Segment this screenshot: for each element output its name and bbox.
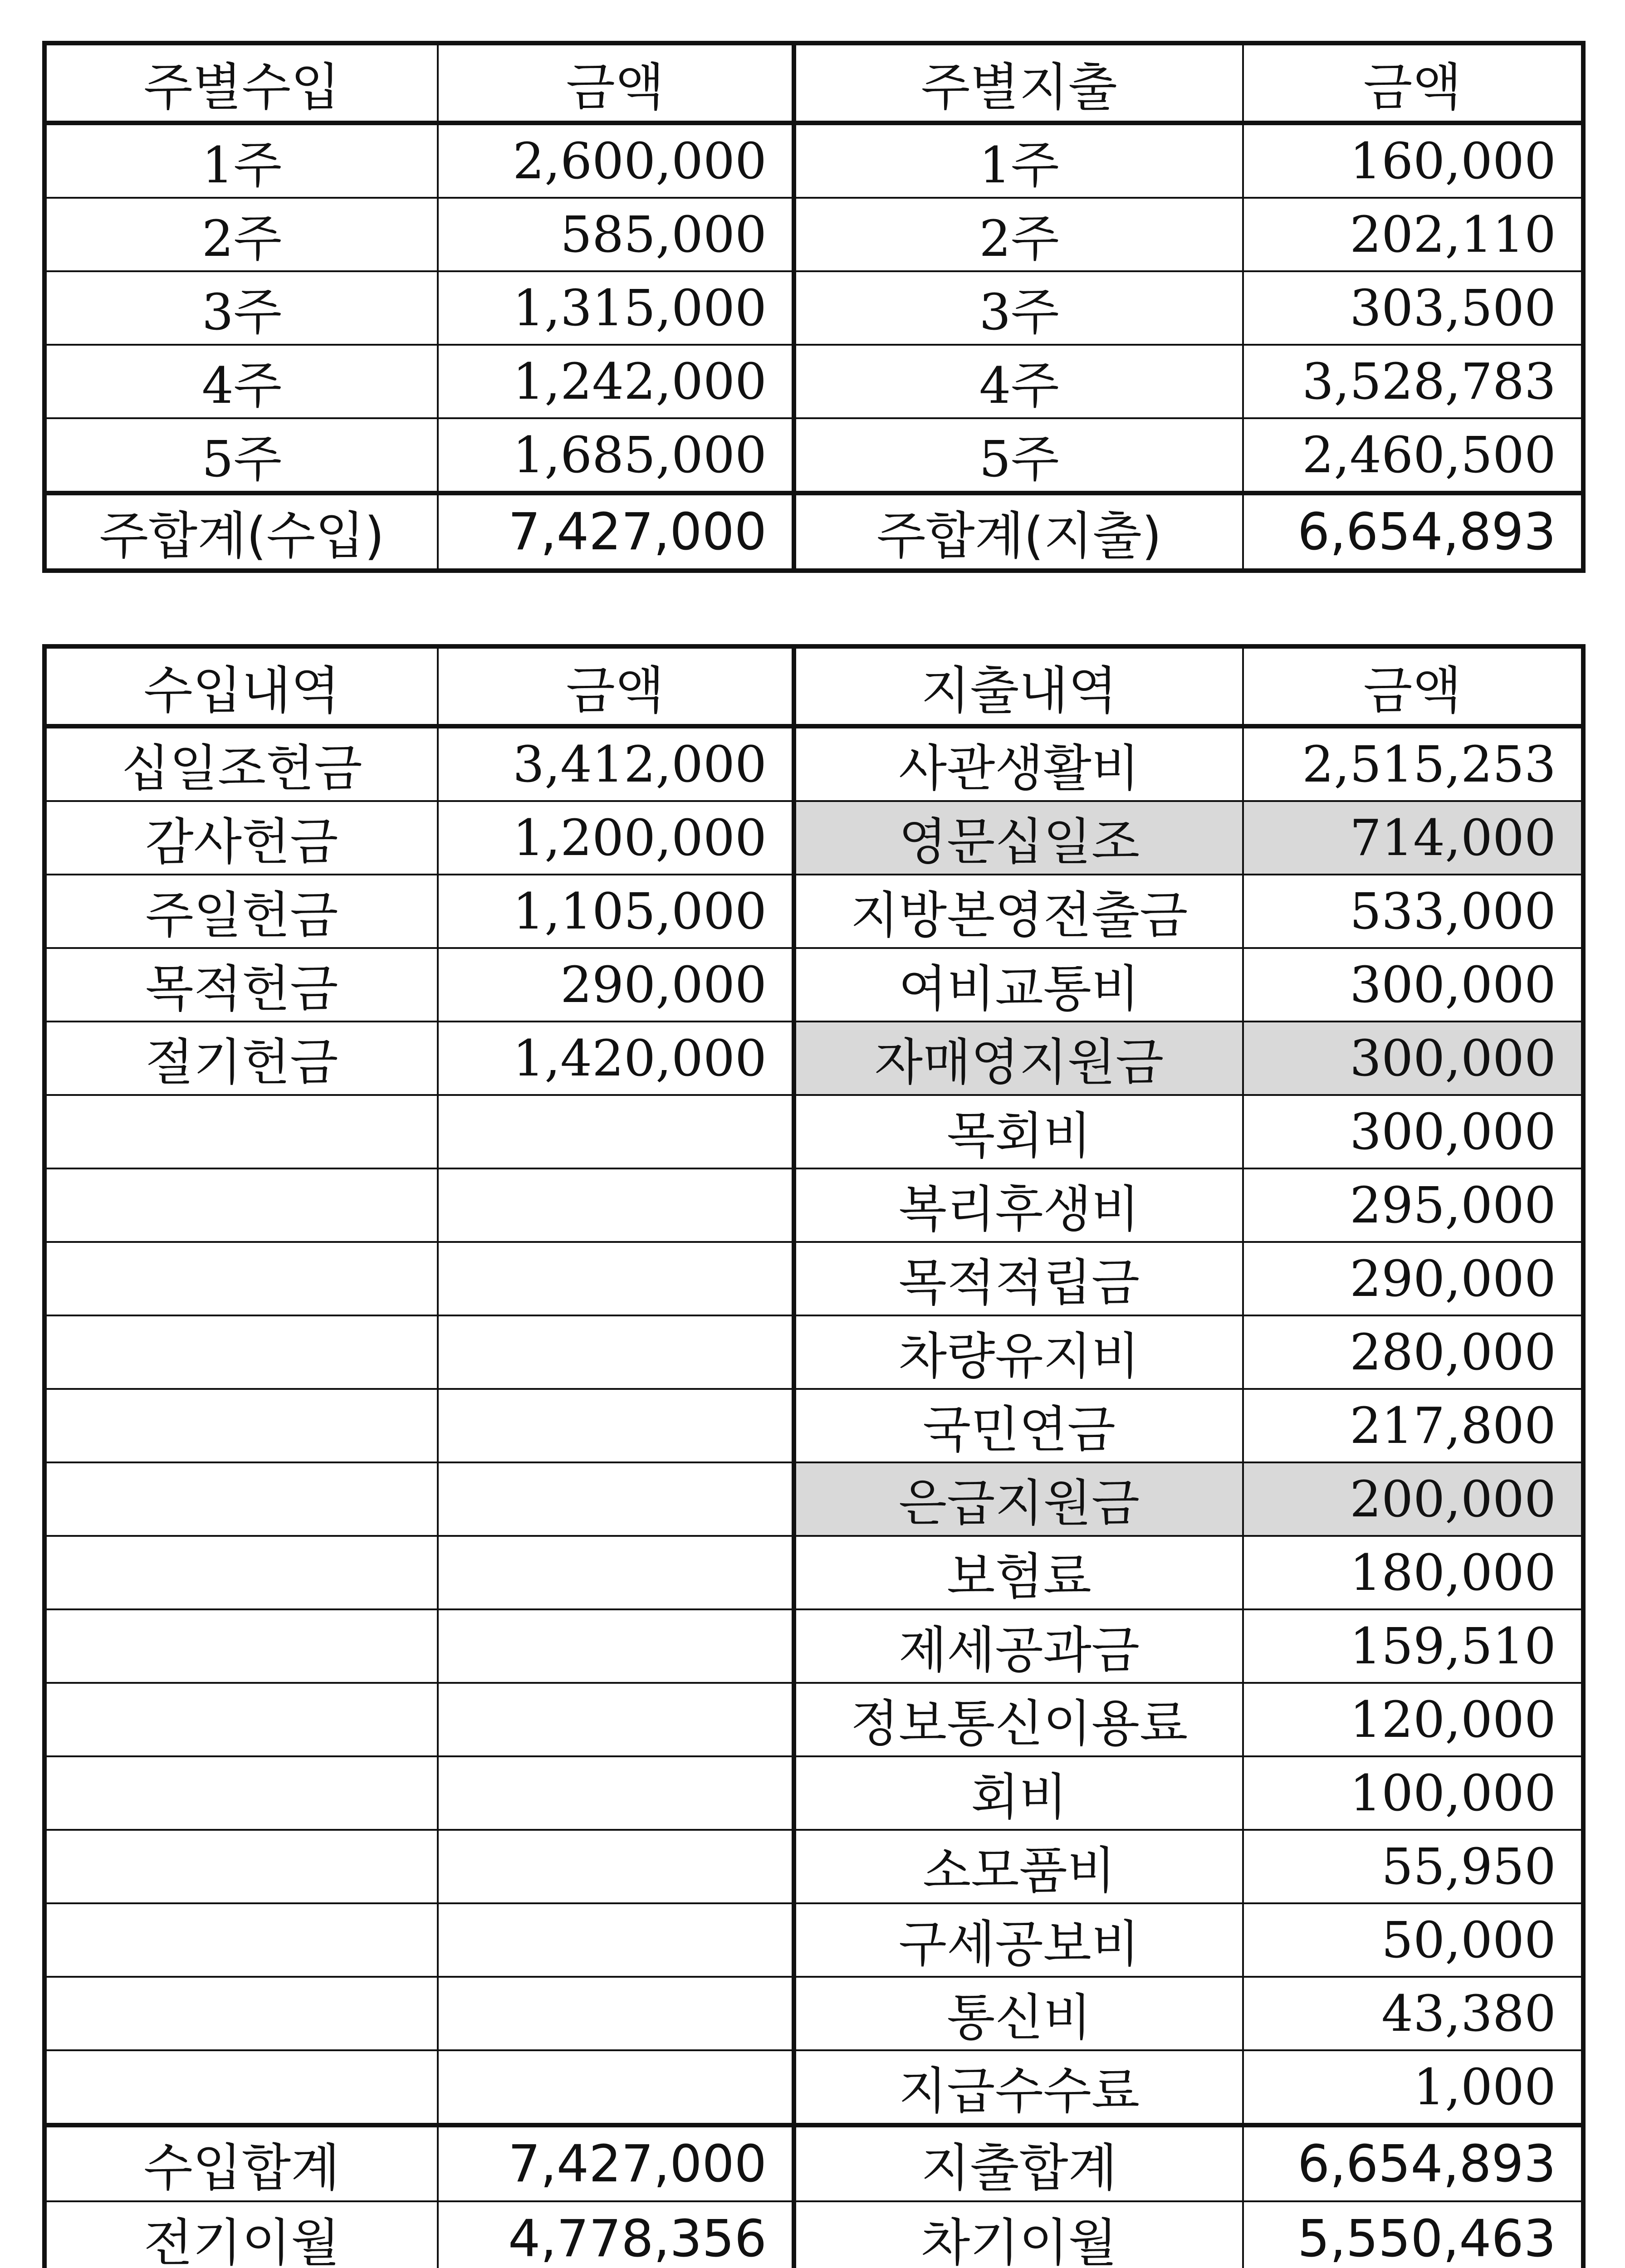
expense-item-amount: 290,000 xyxy=(1243,1242,1583,1315)
weekly-total-income-amount: 7,427,000 xyxy=(438,493,794,571)
detail-row xyxy=(44,1095,1583,1168)
summary-expense-amount: 6,654,893 xyxy=(1243,2125,1583,2201)
weekly-total-expense-label: 주합계(지출) xyxy=(794,493,1243,571)
detail-row xyxy=(44,1609,1583,1683)
expense-item-label: 은급지원금 xyxy=(794,1462,1243,1536)
income-item-label xyxy=(44,1315,438,1389)
income-item-amount xyxy=(438,1903,794,1977)
income-item-amount xyxy=(438,1536,794,1609)
summary-income-amount: 4,778,356 xyxy=(438,2201,794,2268)
summary-expense-amount: 5,550,463 xyxy=(1243,2201,1583,2268)
income-item-amount xyxy=(438,1242,794,1315)
detail-income-amount-header: 금액 xyxy=(438,646,794,726)
detail-row xyxy=(44,1536,1583,1609)
expense-item-amount: 200,000 xyxy=(1243,1462,1583,1536)
expense-item-amount: 300,000 xyxy=(1243,1022,1583,1095)
detail-body xyxy=(44,726,1583,2125)
weekly-row xyxy=(44,198,1583,271)
detail-row xyxy=(44,1683,1583,1756)
income-item-label xyxy=(44,1389,438,1462)
expense-item-label: 통신비 xyxy=(794,1977,1243,2050)
expense-item-amount: 714,000 xyxy=(1243,801,1583,875)
weekly-row xyxy=(44,271,1583,345)
expense-item-amount: 120,000 xyxy=(1243,1683,1583,1756)
weekly-income-week: 4주 xyxy=(44,345,438,418)
weekly-income-week: 1주 xyxy=(44,123,438,198)
detail-row xyxy=(44,2050,1583,2125)
income-item-label xyxy=(44,1536,438,1609)
expense-item-label: 국민연금 xyxy=(794,1389,1243,1462)
income-item-label xyxy=(44,1830,438,1903)
summary-income-label: 수입합계 xyxy=(44,2125,438,2201)
weekly-expense-amount: 303,500 xyxy=(1243,271,1583,345)
income-item-label xyxy=(44,1609,438,1683)
weekly-expense-week: 2주 xyxy=(794,198,1243,271)
income-item-label xyxy=(44,1977,438,2050)
detail-expense-amount-header: 금액 xyxy=(1243,646,1583,726)
income-item-amount xyxy=(438,1756,794,1830)
income-item-amount xyxy=(438,1609,794,1683)
weekly-expense-amount: 2,460,500 xyxy=(1243,418,1583,493)
expense-item-label: 목회비 xyxy=(794,1095,1243,1168)
detail-row xyxy=(44,1756,1583,1830)
weekly-income-amount: 1,685,000 xyxy=(438,418,794,493)
expense-item-amount: 217,800 xyxy=(1243,1389,1583,1462)
income-item-amount xyxy=(438,1830,794,1903)
detail-table xyxy=(42,644,1586,2268)
expense-item-amount: 295,000 xyxy=(1243,1168,1583,1242)
expense-item-label: 자매영지원금 xyxy=(794,1022,1243,1095)
weekly-row xyxy=(44,123,1583,198)
expense-item-label: 보험료 xyxy=(794,1536,1243,1609)
detail-row xyxy=(44,1462,1583,1536)
expense-item-amount: 159,510 xyxy=(1243,1609,1583,1683)
expense-item-label: 회비 xyxy=(794,1756,1243,1830)
weekly-table xyxy=(42,41,1586,573)
summary-income-label: 전기이월 xyxy=(44,2201,438,2268)
detail-row xyxy=(44,1977,1583,2050)
income-item-amount: 290,000 xyxy=(438,948,794,1022)
detail-row xyxy=(44,726,1583,801)
detail-row xyxy=(44,801,1583,875)
expense-item-label: 목적적립금 xyxy=(794,1242,1243,1315)
weekly-income-week: 5주 xyxy=(44,418,438,493)
expense-item-amount: 2,515,253 xyxy=(1243,726,1583,801)
income-item-amount xyxy=(438,1095,794,1168)
expense-item-amount: 300,000 xyxy=(1243,948,1583,1022)
income-item-amount xyxy=(438,1168,794,1242)
expense-item-amount: 50,000 xyxy=(1243,1903,1583,1977)
expense-item-label: 복리후생비 xyxy=(794,1168,1243,1242)
detail-row xyxy=(44,1389,1583,1462)
summary-row-carryover xyxy=(44,2201,1583,2268)
detail-expense-header: 지출내역 xyxy=(794,646,1243,726)
detail-row xyxy=(44,875,1583,948)
weekly-total-income-label: 주합계(수입) xyxy=(44,493,438,571)
income-item-label xyxy=(44,1462,438,1536)
detail-income-header: 수입내역 xyxy=(44,646,438,726)
weekly-expense-amount: 3,528,783 xyxy=(1243,345,1583,418)
weekly-total-row xyxy=(44,493,1583,571)
weekly-income-header: 주별수입 xyxy=(44,43,438,123)
weekly-expense-week: 5주 xyxy=(794,418,1243,493)
expense-item-label: 구세공보비 xyxy=(794,1903,1243,1977)
income-item-amount xyxy=(438,1683,794,1756)
income-item-amount: 1,105,000 xyxy=(438,875,794,948)
income-item-amount xyxy=(438,1315,794,1389)
expense-item-label: 영문십일조 xyxy=(794,801,1243,875)
detail-row xyxy=(44,1242,1583,1315)
income-item-label xyxy=(44,1756,438,1830)
detail-header-row xyxy=(44,646,1583,726)
income-item-label: 십일조헌금 xyxy=(44,726,438,801)
weekly-income-week: 3주 xyxy=(44,271,438,345)
expense-item-label: 소모품비 xyxy=(794,1830,1243,1903)
income-item-label: 주일헌금 xyxy=(44,875,438,948)
expense-item-label: 여비교통비 xyxy=(794,948,1243,1022)
income-item-amount xyxy=(438,1389,794,1462)
weekly-income-amount: 1,315,000 xyxy=(438,271,794,345)
expense-item-amount: 43,380 xyxy=(1243,1977,1583,2050)
weekly-header-row xyxy=(44,43,1583,123)
income-item-label xyxy=(44,1242,438,1315)
income-item-label xyxy=(44,1903,438,1977)
detail-row xyxy=(44,1315,1583,1389)
weekly-income-week: 2주 xyxy=(44,198,438,271)
weekly-body xyxy=(44,123,1583,493)
detail-row xyxy=(44,1022,1583,1095)
weekly-income-amount: 585,000 xyxy=(438,198,794,271)
weekly-expense-week: 1주 xyxy=(794,123,1243,198)
detail-row xyxy=(44,948,1583,1022)
expense-item-amount: 280,000 xyxy=(1243,1315,1583,1389)
summary-expense-label: 차기이월 xyxy=(794,2201,1243,2268)
income-item-amount xyxy=(438,1462,794,1536)
weekly-expense-amount-header: 금액 xyxy=(1243,43,1583,123)
summary-row-income-total xyxy=(44,2125,1583,2201)
expense-item-label: 정보통신이용료 xyxy=(794,1683,1243,1756)
expense-item-amount: 180,000 xyxy=(1243,1536,1583,1609)
expense-item-amount: 100,000 xyxy=(1243,1756,1583,1830)
weekly-expense-week: 3주 xyxy=(794,271,1243,345)
income-item-label: 감사헌금 xyxy=(44,801,438,875)
expense-item-amount: 1,000 xyxy=(1243,2050,1583,2125)
income-item-label xyxy=(44,1168,438,1242)
income-item-label xyxy=(44,1095,438,1168)
income-item-amount xyxy=(438,2050,794,2125)
weekly-expense-amount: 202,110 xyxy=(1243,198,1583,271)
expense-item-amount: 300,000 xyxy=(1243,1095,1583,1168)
weekly-income-amount-header: 금액 xyxy=(438,43,794,123)
expense-item-label: 지방본영전출금 xyxy=(794,875,1243,948)
weekly-row xyxy=(44,345,1583,418)
weekly-expense-amount: 160,000 xyxy=(1243,123,1583,198)
expense-item-label: 지급수수료 xyxy=(794,2050,1243,2125)
detail-row xyxy=(44,1168,1583,1242)
expense-item-amount: 55,950 xyxy=(1243,1830,1583,1903)
income-item-amount: 3,412,000 xyxy=(438,726,794,801)
income-item-amount: 1,200,000 xyxy=(438,801,794,875)
income-item-label: 절기헌금 xyxy=(44,1022,438,1095)
weekly-row xyxy=(44,418,1583,493)
detail-row xyxy=(44,1830,1583,1903)
expense-item-label: 제세공과금 xyxy=(794,1609,1243,1683)
expense-item-label: 사관생활비 xyxy=(794,726,1243,801)
expense-item-amount: 533,000 xyxy=(1243,875,1583,948)
weekly-income-amount: 2,600,000 xyxy=(438,123,794,198)
summary-expense-label: 지출합계 xyxy=(794,2125,1243,2201)
income-item-amount: 1,420,000 xyxy=(438,1022,794,1095)
weekly-expense-week: 4주 xyxy=(794,345,1243,418)
income-item-label xyxy=(44,2050,438,2125)
income-item-label: 목적헌금 xyxy=(44,948,438,1022)
weekly-total-expense-amount: 6,654,893 xyxy=(1243,493,1583,571)
detail-row xyxy=(44,1903,1583,1977)
income-item-amount xyxy=(438,1977,794,2050)
weekly-income-amount: 1,242,000 xyxy=(438,345,794,418)
income-item-label xyxy=(44,1683,438,1756)
summary-income-amount: 7,427,000 xyxy=(438,2125,794,2201)
expense-item-label: 차량유지비 xyxy=(794,1315,1243,1389)
weekly-expense-header: 주별지출 xyxy=(794,43,1243,123)
